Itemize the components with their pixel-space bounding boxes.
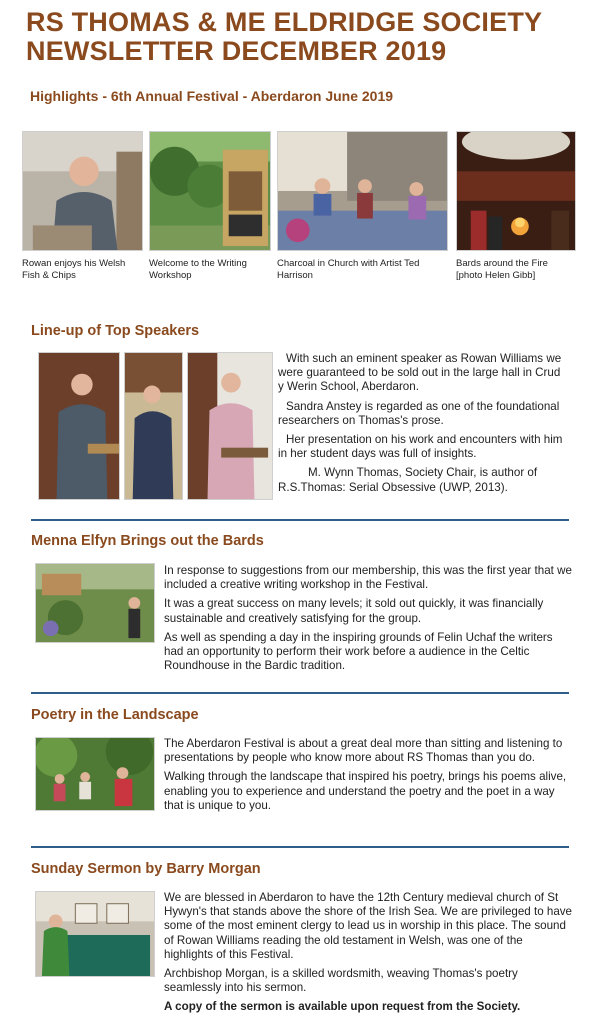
- photo-speaker-wynn: [187, 352, 273, 500]
- photo-speaker-sandra: [124, 352, 183, 500]
- photo-st-hywyns-church: [35, 891, 155, 977]
- speakers-paragraph-2: Sandra Anstey is regarded as one of the foundational researchers on Thomas's prose.: [278, 399, 560, 427]
- section-heading-speakers: Line-up of Top Speakers: [31, 323, 200, 339]
- caption-bards-fire: Bards around the Fire [photo Helen Gibb]: [456, 258, 548, 281]
- speakers-paragraph-1: With such an eminent speaker as Rowan Williams we were guaranteed to be sold out in the large hall in Crud y Werin School, Aberdaron.: [278, 352, 562, 394]
- landscape-text: [164, 737, 574, 818]
- photo-speaker-rowan: [38, 352, 120, 500]
- section-heading-landscape: Poetry in the Landscape: [31, 707, 199, 723]
- caption-charcoal: Charcoal in Church with Artist Ted Harrison: [277, 258, 420, 281]
- photo-felin-uchaf: [35, 563, 155, 643]
- sermon-paragraph-1: We are blessed in Aberdaron to have the 12th Century medieval church of St Hywyn's that stands above the shore of the Irish Sea. We are privileged to have some of the most eminent clergy to lead us in worship in this place. The sound of Rowan Williams reading the old testament in Welsh, was one of the highlights of this Festival.: [164, 891, 573, 961]
- title-line-1: RS THOMAS & ME ELDRIDGE SOCIETY: [26, 7, 543, 37]
- sermon-text: [164, 891, 574, 1020]
- speakers-paragraph-3: Her presentation on his work and encounters with him in her student days was full of insights.: [278, 433, 563, 461]
- landscape-paragraph-1: The Aberdaron Festival is about a great deal more than sitting and listening to presentations by people who know more about RS Thomas than you do.: [164, 737, 563, 765]
- bards-paragraph-2: It was a great success on many levels; it sold out quickly, it was financially sustainable and creatively satisfying for the group.: [164, 597, 544, 625]
- sermon-paragraph-2: Archbishop Morgan, is a skilled wordsmith, weaving Thomas's poetry seamlessly into his sermon.: [164, 967, 518, 995]
- bards-paragraph-3: As well as spending a day in the inspiring grounds of Felin Uchaf the writers had an opportunity to perform their work before a audience in the Celtic Roundhouse in the Bardic tradition.: [164, 630, 553, 673]
- bards-paragraph-1: In response to suggestions from our membership, this was the first year that we included a creative writing workshop in the Festival.: [164, 564, 572, 592]
- caption-workshop: Welcome to the Writing Workshop: [149, 258, 247, 281]
- highlights-subtitle: Highlights - 6th Annual Festival - Aberdaron June 2019: [30, 88, 394, 104]
- title-line-2: NEWSLETTER DECEMBER 2019: [26, 36, 447, 66]
- sermon-request-note: A copy of the sermon is available upon request from the Society.: [164, 1000, 521, 1014]
- photo-bards-fire: [456, 131, 576, 251]
- section-heading-bards: Menna Elfyn Brings out the Bards: [31, 533, 264, 549]
- caption-rowan: Rowan enjoys his Welsh Fish & Chips: [22, 258, 126, 281]
- photo-rowan-fish-chips: [22, 131, 143, 251]
- speakers-paragraph-4: M. Wynn Thomas, Society Chair, is author of R.S.Thomas: Serial Obsessive (UWP, 2013).: [278, 466, 538, 494]
- bards-text: [164, 564, 574, 678]
- photo-charcoal-church: [277, 131, 448, 251]
- photo-writing-workshop: [149, 131, 271, 251]
- section-divider: [31, 519, 569, 521]
- newsletter-title: [26, 8, 596, 66]
- section-divider: [31, 692, 569, 694]
- section-divider: [31, 846, 569, 848]
- section-heading-sermon: Sunday Sermon by Barry Morgan: [31, 861, 261, 877]
- speakers-text: [278, 352, 568, 500]
- landscape-paragraph-2: Walking through the landscape that inspired his poetry, brings his poems alive, enabling you to experience and understand the poetry and the poet in a way that is unique to you.: [164, 770, 567, 812]
- photo-landscape-walk: [35, 737, 155, 811]
